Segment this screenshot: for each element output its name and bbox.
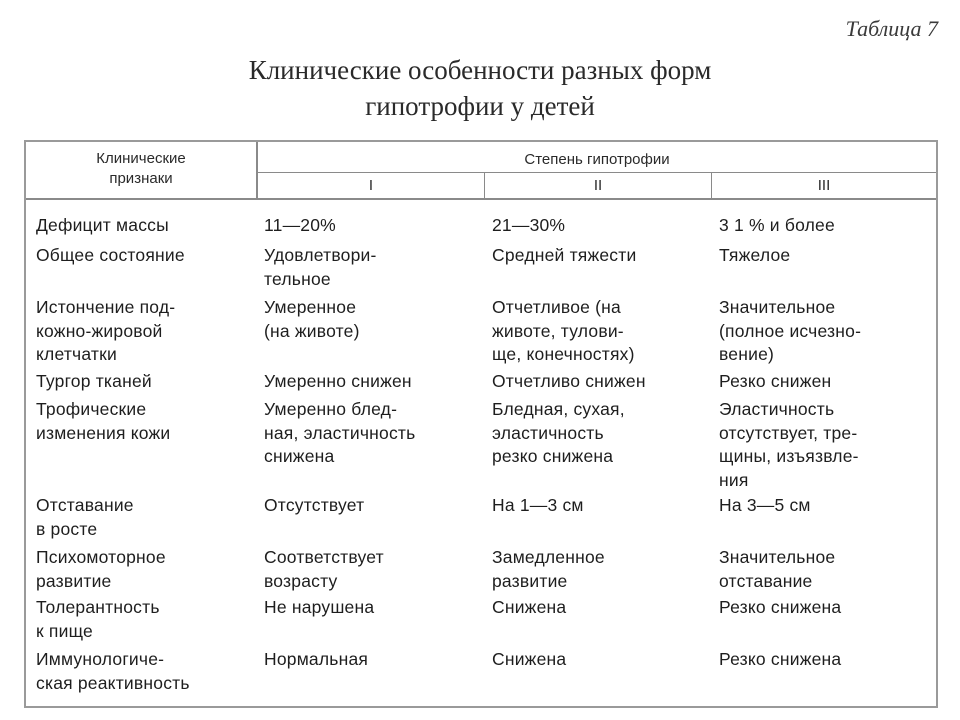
cell-text-line: эластичность bbox=[492, 422, 604, 443]
degree-3-cell bbox=[719, 494, 811, 518]
cell-text-line: изменения кожи bbox=[36, 422, 171, 443]
degree-2-cell bbox=[492, 546, 605, 593]
cell-text-line: Умеренно блед- bbox=[264, 399, 398, 419]
title-line-2: гипотрофии у детей bbox=[365, 91, 595, 121]
cell-text-line: Средней тяжести bbox=[492, 245, 637, 265]
cell-text-line: Значительное bbox=[719, 297, 836, 317]
clinical-sign-cell bbox=[36, 398, 170, 445]
clinical-sign-cell bbox=[36, 214, 169, 238]
cell-text-line: кожно-жировой bbox=[36, 320, 163, 341]
cell-text-line: возрасту bbox=[264, 570, 338, 591]
degree-1-cell bbox=[264, 244, 377, 291]
cell-text-line: Истончение под- bbox=[36, 297, 176, 317]
cell-text-line: Отставание bbox=[36, 495, 134, 515]
cell-text-line: Трофические bbox=[36, 399, 147, 419]
degree-3-cell bbox=[719, 370, 831, 394]
page-title bbox=[0, 52, 960, 124]
degree-3-cell bbox=[719, 296, 861, 367]
cell-text-line: Толерантность bbox=[36, 597, 160, 617]
degree-3-cell bbox=[719, 214, 835, 238]
clinical-sign-cell bbox=[36, 494, 134, 541]
degree-1-cell bbox=[264, 214, 336, 238]
header-degree-3: III bbox=[817, 177, 831, 194]
cell-text-line: клетчатки bbox=[36, 344, 117, 364]
cell-text-line: развитие bbox=[492, 570, 568, 591]
cell-text-line: Умеренно снижен bbox=[264, 371, 412, 391]
degree-3-cell bbox=[719, 596, 841, 620]
degree-1-cell bbox=[264, 398, 415, 469]
header-signs bbox=[26, 149, 256, 189]
cell-text-line: Резко снижена bbox=[719, 597, 842, 617]
cell-text-line: Снижена bbox=[492, 597, 567, 617]
cell-text-line: резко снижена bbox=[492, 446, 614, 466]
degree-1-cell bbox=[264, 596, 374, 620]
degree-1-cell bbox=[264, 296, 360, 343]
table-number-label: Таблица 7 bbox=[845, 16, 938, 41]
cell-text-line: Бледная, сухая, bbox=[492, 399, 625, 419]
clinical-sign-cell bbox=[36, 296, 175, 367]
cell-text-line: развитие bbox=[36, 570, 112, 591]
cell-text-line: Резко снижена bbox=[719, 649, 842, 669]
cell-text-line: Не нарушена bbox=[264, 597, 375, 617]
degree-1-cell bbox=[264, 370, 412, 394]
cell-text-line: Отчетливое (на bbox=[492, 297, 621, 317]
cell-text-line: Отчетливо снижен bbox=[492, 371, 646, 391]
header-bottom-rule bbox=[26, 198, 936, 200]
cell-text-line: к пище bbox=[36, 620, 93, 641]
degree-3-cell bbox=[719, 648, 841, 672]
cell-text-line: ская реактивность bbox=[36, 672, 190, 693]
header-signs-line-1: Клинические bbox=[96, 150, 186, 167]
cell-text-line: На 3—5 см bbox=[719, 495, 811, 515]
degree-1-cell bbox=[264, 546, 384, 593]
cell-text-line: Соответствует bbox=[264, 547, 384, 567]
cell-text-line: снижена bbox=[264, 446, 335, 466]
cell-text-line: отсутствует, тре- bbox=[719, 422, 858, 443]
cell-text-line: 3 1 % и более bbox=[719, 215, 835, 235]
cell-text-line: щины, изъязвле- bbox=[719, 446, 859, 466]
degree-3-cell bbox=[719, 398, 859, 492]
cell-text-line: Общее состояние bbox=[36, 245, 185, 265]
cell-text-line: отставание bbox=[719, 570, 813, 591]
cell-text-line: Иммунологиче- bbox=[36, 649, 165, 669]
clinical-sign-cell bbox=[36, 546, 166, 593]
header-degree-1: I bbox=[368, 177, 374, 194]
cell-text-line: Нормальная bbox=[264, 649, 369, 669]
degree-2-cell bbox=[492, 494, 584, 518]
degree-1-cell bbox=[264, 494, 364, 518]
cell-text-line: Значительное bbox=[719, 547, 836, 567]
cell-text-line: Тяжелое bbox=[719, 245, 791, 265]
cell-text-line: Замедленное bbox=[492, 547, 605, 567]
cell-text-line: тельное bbox=[264, 268, 331, 289]
cell-text-line: 11—20% bbox=[264, 215, 336, 235]
cell-text-line: ния bbox=[719, 469, 749, 490]
cell-text-line: Умеренное bbox=[264, 297, 357, 317]
degree-2-cell bbox=[492, 648, 566, 672]
degree-3-cell bbox=[719, 546, 835, 593]
degree-2-cell bbox=[492, 596, 566, 620]
degree-1-cell bbox=[264, 648, 368, 672]
cell-text-line: животе, тулови- bbox=[492, 320, 624, 341]
degree-2-cell bbox=[492, 244, 636, 268]
cell-text-line: вение) bbox=[719, 344, 775, 364]
degree-2-cell bbox=[492, 398, 625, 469]
cell-text-line: Отсутствует bbox=[264, 495, 365, 515]
clinical-sign-cell bbox=[36, 370, 152, 394]
cell-text-line: 21—30% bbox=[492, 215, 566, 235]
header-group-title: Степень гипотрофии bbox=[524, 151, 670, 168]
clinical-sign-cell bbox=[36, 244, 185, 268]
header-signs-line-2: признаки bbox=[109, 170, 173, 187]
title-line-1: Клинические особенности разных форм bbox=[248, 55, 712, 85]
cell-text-line: (полное исчезно- bbox=[719, 320, 862, 341]
clinical-sign-cell bbox=[36, 648, 190, 695]
degree-2-cell bbox=[492, 370, 646, 394]
cell-text-line: ная, эластичность bbox=[264, 422, 416, 443]
header-degree-2: II bbox=[593, 177, 603, 194]
cell-text-line: Резко снижен bbox=[719, 371, 832, 391]
cell-text-line: ще, конечностях) bbox=[492, 344, 635, 364]
cell-text-line: (на животе) bbox=[264, 320, 360, 341]
cell-text-line: Эластичность bbox=[719, 399, 835, 419]
cell-text-line: Снижена bbox=[492, 649, 567, 669]
cell-text-line: Дефицит массы bbox=[36, 215, 169, 235]
clinical-sign-cell bbox=[36, 596, 160, 643]
degree-2-cell bbox=[492, 214, 565, 238]
cell-text-line: в росте bbox=[36, 518, 98, 539]
cell-text-line: На 1—3 см bbox=[492, 495, 584, 515]
header-group-rule bbox=[258, 172, 936, 173]
degree-2-cell bbox=[492, 296, 635, 367]
cell-text-line: Удовлетвори- bbox=[264, 245, 377, 265]
cell-text-line: Психомоторное bbox=[36, 547, 166, 567]
degree-3-cell bbox=[719, 244, 790, 268]
cell-text-line: Тургор тканей bbox=[36, 371, 152, 391]
